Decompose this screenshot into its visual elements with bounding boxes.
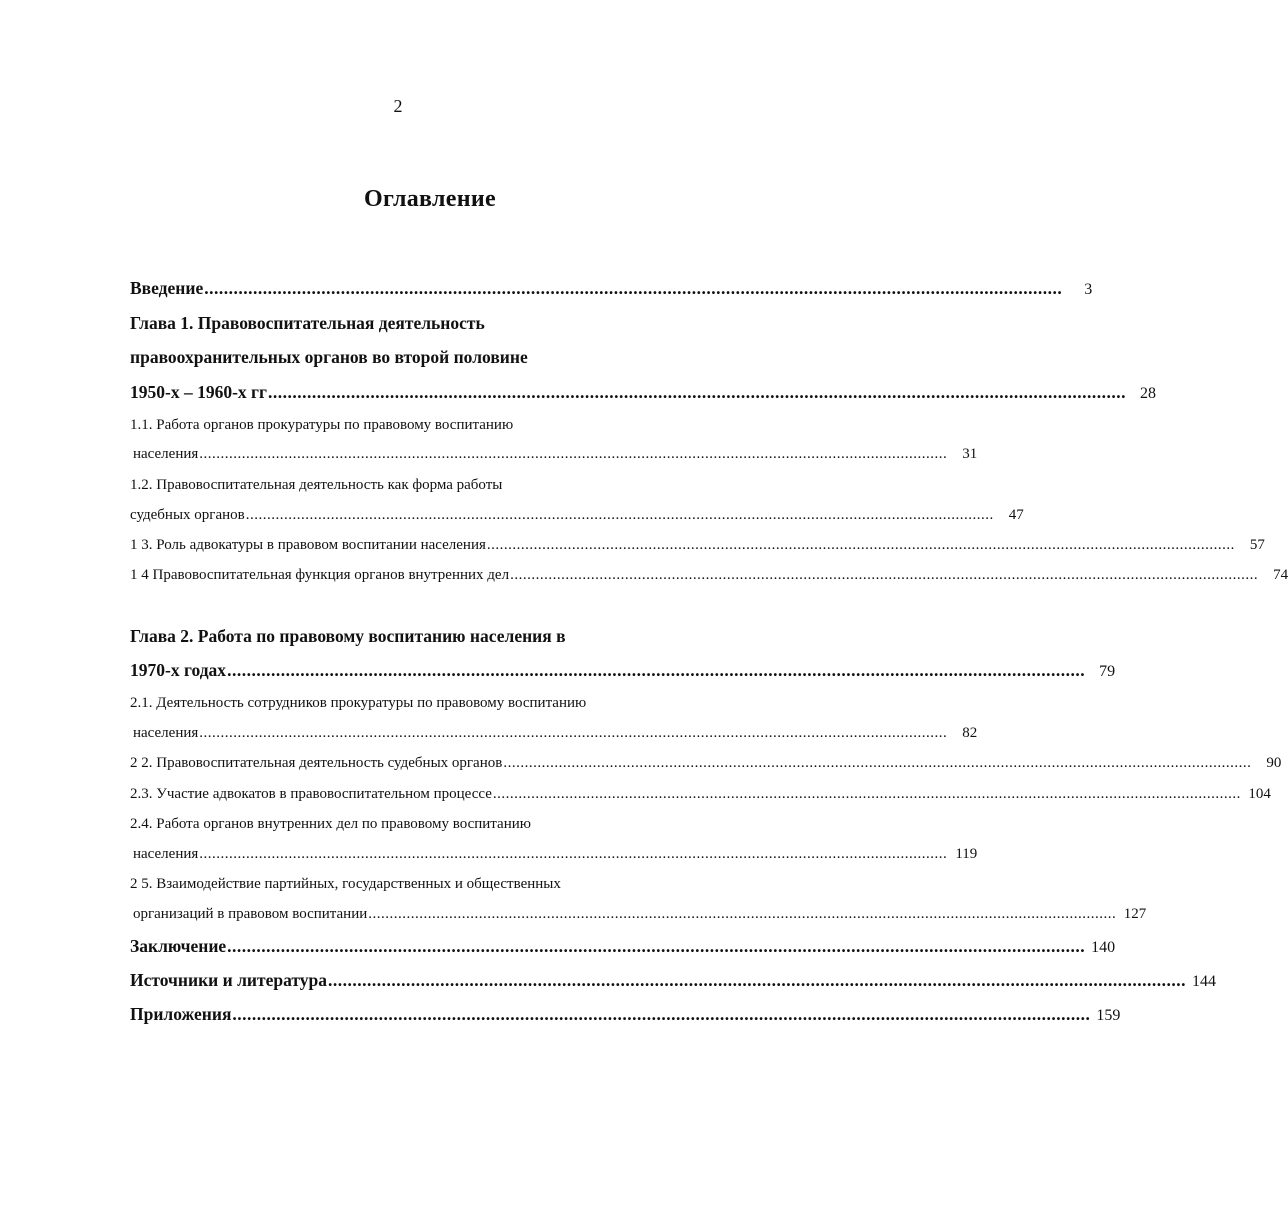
toc-entry-text: 1 3. Роль адвокатуры в правовом воспитании населения: [130, 537, 486, 553]
page-title: Оглавление: [364, 186, 496, 212]
toc-entry-page: 90: [1266, 755, 1282, 771]
toc-entry-text: Приложения: [130, 1004, 232, 1024]
toc-entry-page: 74: [1273, 567, 1288, 583]
toc-entry-text: организаций в правовом воспитании: [133, 906, 368, 922]
toc-entry-text: 1970-х годах: [130, 660, 227, 680]
toc-entry-page: 82: [962, 725, 978, 741]
dot-leader: ................................................................................................................................................................................: [199, 446, 948, 462]
toc-entry-section-1-4: [130, 567, 1288, 584]
toc-entry-text: 1 4 Правовоспитательная функция органов внутренних дел: [130, 567, 510, 583]
toc-entry-text: судебных органов: [130, 507, 245, 523]
toc-entry-section-1-1: [133, 446, 978, 463]
toc-entry-section-2-1: [133, 725, 978, 742]
chapter2-heading-line1: Глава 2. Работа по правовому воспитанию населения в: [130, 626, 566, 646]
toc-entry-page: 119: [955, 846, 978, 862]
dot-leader: ................................................................................................................................................................................: [267, 382, 1126, 402]
toc-entry-page: 104: [1248, 786, 1271, 802]
toc-entry-page: 57: [1249, 537, 1265, 553]
toc-entry-page: 127: [1123, 906, 1147, 922]
toc-entry-section-2-3: [130, 786, 1271, 803]
dot-leader: ................................................................................................................................................................................: [503, 755, 1252, 771]
toc-entry-page: 31: [962, 446, 978, 462]
toc-entry-section-2-4: [133, 846, 978, 863]
toc-entry-sources: [130, 970, 1216, 991]
page-number: 2: [393, 96, 403, 116]
toc-entry-text: населения: [133, 725, 199, 741]
dot-leader: ................................................................................................................................................................................: [232, 1004, 1091, 1024]
dot-leader: ................................................................................................................................................................................: [199, 725, 948, 741]
dot-leader: ................................................................................................................................................................................: [204, 278, 1063, 298]
toc-entry-page: 140: [1091, 939, 1116, 956]
dot-leader: ................................................................................................................................................................................: [492, 786, 1241, 802]
dot-leader: ................................................................................................................................................................................: [510, 567, 1259, 583]
toc-entry-text: 2.3. Участие адвокатов в правовоспитательном процессе: [130, 786, 492, 802]
toc-entry-text: Источники и литература: [130, 970, 327, 990]
section-2-4-line1: 2.4. Работа органов внутренних дел по правовому воспитанию: [130, 816, 531, 832]
toc-entry-chapter2: [130, 660, 1116, 681]
dot-leader: ................................................................................................................................................................................: [327, 970, 1186, 990]
toc-entry-text: населения: [133, 846, 199, 862]
dot-leader: ................................................................................................................................................................................: [368, 906, 1117, 922]
dot-leader: ................................................................................................................................................................................: [245, 507, 994, 523]
toc-entry-page: 3: [1084, 281, 1093, 298]
section-2-1-line1: 2.1. Деятельность сотрудников прокуратуры по правовому воспитанию: [130, 695, 587, 711]
toc-entry-appendices: [130, 1004, 1121, 1025]
toc-entry-section-2-2: [130, 755, 1282, 772]
section-2-5-line1: 2 5. Взаимодействие партийных, государственных и общественных: [130, 876, 561, 892]
toc-entry-section-1-2: [130, 507, 1024, 524]
dot-leader: ................................................................................................................................................................................: [227, 936, 1086, 956]
toc-entry-text: 2 2. Правовоспитательная деятельность судебных органов: [130, 755, 503, 771]
toc-entry-page: 159: [1096, 1007, 1121, 1024]
toc-entry-section-1-3: [130, 537, 1265, 554]
toc-entry-section-2-5: [133, 906, 1147, 923]
toc-entry-page: 47: [1008, 507, 1024, 523]
section-1-2-line1: 1.2. Правовоспитательная деятельность как форма работы: [130, 477, 503, 493]
toc-entry-page: 28: [1139, 385, 1156, 402]
toc-entry-text: 1950-х – 1960-х гг: [130, 382, 267, 402]
dot-leader: ................................................................................................................................................................................: [227, 660, 1086, 680]
toc-entry-page: 144: [1191, 973, 1216, 990]
section-1-1-line1: 1.1. Работа органов прокуратуры по правовому воспитанию: [130, 417, 514, 433]
toc-entry-text: населения: [133, 446, 199, 462]
dot-leader: ................................................................................................................................................................................: [199, 846, 948, 862]
chapter1-heading-line2: правоохранительных органов во второй половине: [130, 347, 528, 367]
toc-entry-page: 79: [1099, 663, 1116, 680]
toc-entry-chapter1: [130, 382, 1156, 403]
chapter1-heading-line1: Глава 1. Правовоспитательная деятельность: [130, 313, 485, 333]
dot-leader: ................................................................................................................................................................................: [486, 537, 1235, 553]
toc-entry-intro: [130, 278, 1093, 299]
toc-entry-text: Введение: [130, 278, 204, 298]
toc-entry-conclusion: [130, 936, 1116, 957]
toc-entry-text: Заключение: [130, 936, 227, 956]
